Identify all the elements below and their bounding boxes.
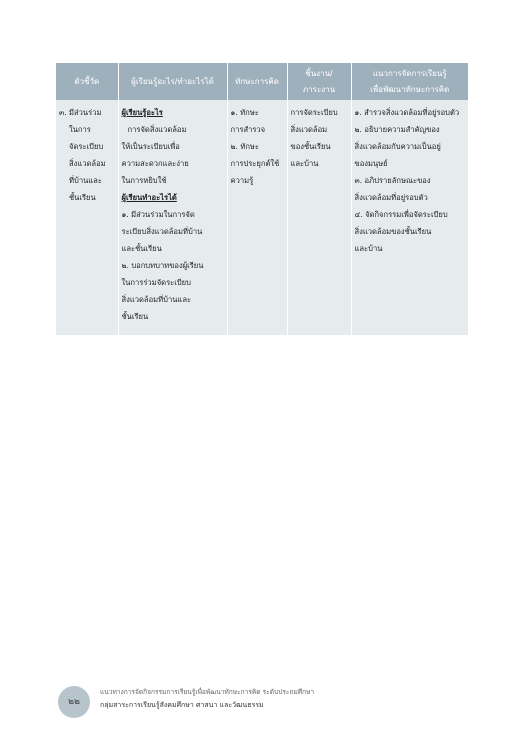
cell-line: ๑. มีส่วนร่วมในการจัด [121, 210, 195, 219]
cell-indicator [56, 100, 118, 335]
cell-thinking-skill [227, 100, 287, 335]
cell-line: ๒. อธิบายความสำคัญของ [354, 125, 440, 134]
footer-subject-group: กลุ่มสาระการเรียนรู้สังคมศึกษา ศาสนา และวัฒนธรรม [100, 701, 264, 709]
table-row [56, 100, 468, 335]
cell-line: ๑. ทักษะ [230, 108, 259, 117]
header-work-piece-line: ภาระงาน [302, 84, 336, 94]
cell-line: ในการหยิบใช้ [121, 176, 167, 185]
cell-learn-do [118, 100, 227, 335]
cell-line: ความสะดวกและง่าย [121, 159, 189, 168]
cell-line: ของชั้นเรียน [290, 142, 331, 151]
cell-line: ๑. สำรวจสิ่งแวดล้อมที่อยู่รอบตัว [354, 108, 460, 117]
header-learning-approach-line: แนวการจัดการเรียนรู้ [372, 68, 447, 78]
cell-line: การประยุกต์ใช้ [230, 159, 280, 168]
cell-work-piece [287, 100, 351, 335]
cell-line: สิ่งแวดล้อมกับความเป็นอยู่ [354, 142, 441, 151]
footer-book-title: แนวทางการจัดกิจกรรมการเรียนรู้เพื่อพัฒนาทักษะการคิด ระดับประถมศึกษา [100, 688, 315, 696]
cell-line: และชั้นเรียน [121, 244, 162, 253]
header-learn-do: ผู้เรียนรู้อะไร/ทำอะไรได้ [118, 63, 227, 100]
cell-line: ในการร่วมจัดระเบียบ [121, 278, 191, 287]
header-indicator: ตัวชี้วัด [56, 63, 118, 100]
cell-line: ในการ [69, 125, 91, 134]
cell-line: ๓. อภิปรายลักษณะของ [354, 176, 431, 185]
header-thinking-skill: ทักษะการคิด [227, 63, 287, 100]
cell-line: การสำรวจ [230, 125, 266, 134]
cell-line: ความรู้ [230, 176, 254, 185]
cell-line: การจัดสิ่งแวดล้อม [127, 125, 187, 134]
cell-line: และบ้าน [354, 244, 383, 253]
cell-line: ระเบียบสิ่งแวดล้อมที่บ้าน [121, 227, 203, 236]
cell-line: ๓. มีส่วนร่วม [59, 108, 102, 117]
cell-line: ของมนุษย์ [354, 159, 388, 168]
header-learning-approach-line: เพื่อพัฒนาทักษะการคิด [370, 84, 450, 94]
cell-line: สิ่งแวดล้อม [290, 125, 328, 134]
cell-line: ชั้นเรียน [121, 312, 149, 321]
learning-table [56, 63, 468, 335]
cell-line: และบ้าน [290, 159, 319, 168]
header-work-piece [287, 63, 351, 100]
cell-line: สิ่งแวดล้อม [69, 159, 106, 168]
page-number-badge: ๒๒ [58, 686, 90, 718]
table-header-row [56, 63, 468, 100]
cell-line: ๒. บอกบทบาทของผู้เรียน [121, 261, 204, 270]
cell-line: ๔. จัดกิจกรรมเพื่อจัดระเบียบ [354, 210, 448, 219]
cell-line: ที่บ้านและ [69, 176, 102, 185]
cell-line: สิ่งแวดล้อมที่บ้านและ [121, 295, 192, 304]
cell-line: จัดระเบียบ [69, 142, 104, 151]
cell-line: การจัดระเบียบ [290, 108, 338, 117]
header-work-piece-line: ชิ้นงาน/ [305, 68, 333, 78]
cell-subheading: ผู้เรียนรู้อะไร [121, 108, 163, 117]
cell-line: ๒. ทักษะ [230, 142, 260, 151]
cell-line: สิ่งแวดล้อมของชั้นเรียน [354, 227, 432, 236]
cell-subheading: ผู้เรียนทำอะไรได้ [121, 193, 177, 202]
cell-learning-approach [351, 100, 468, 335]
cell-line: ให้เป็นระเบียบเพื่อ [121, 142, 180, 151]
header-learning-approach [351, 63, 468, 100]
cell-line: ชั้นเรียน [69, 193, 96, 202]
cell-line: สิ่งแวดล้อมที่อยู่รอบตัว [354, 193, 428, 202]
